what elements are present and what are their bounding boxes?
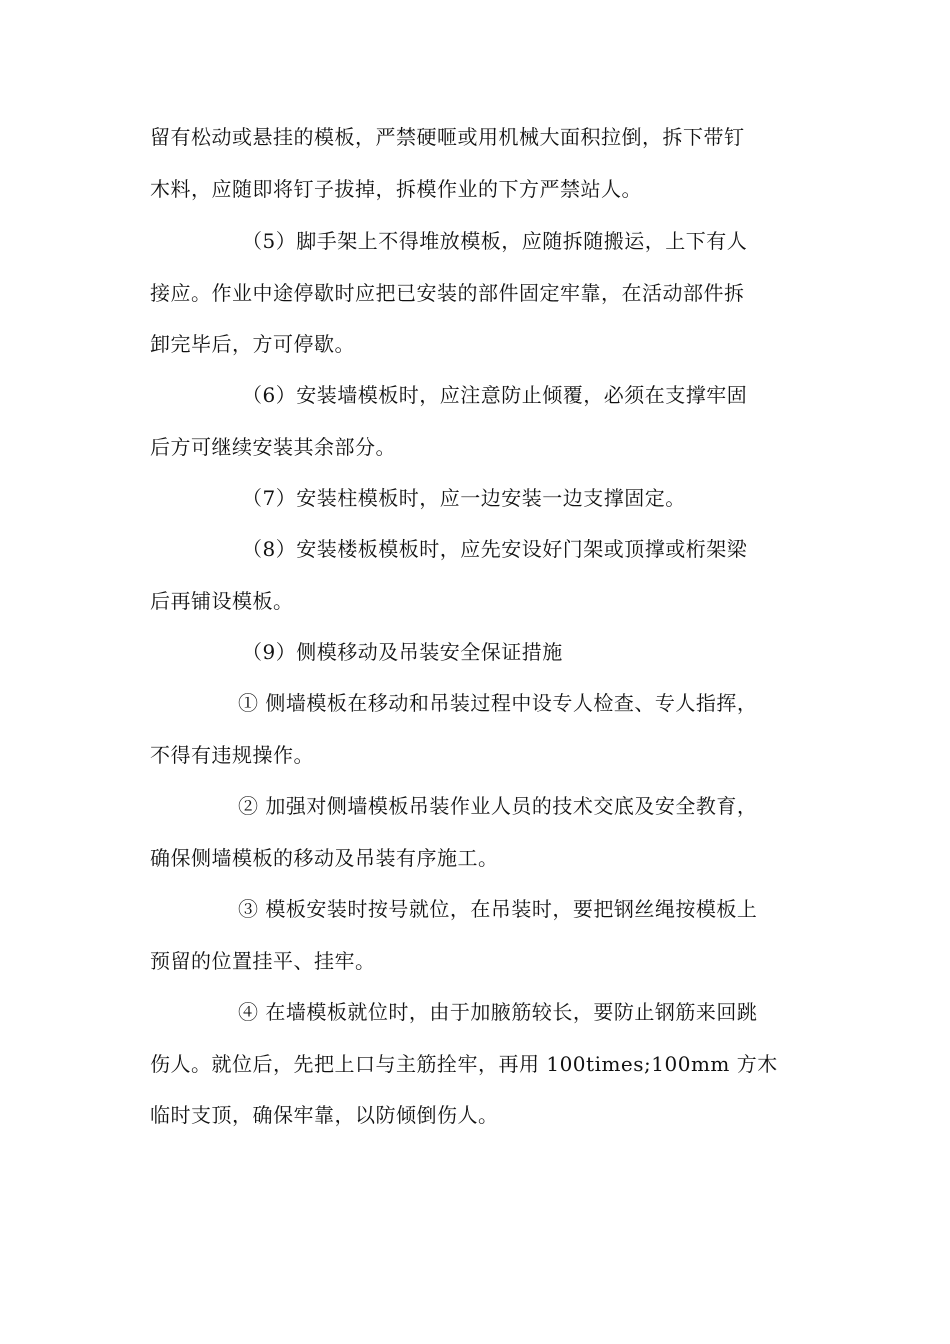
text-line: 卸完毕后，方可停歇。 [150,332,355,356]
text-line: ④ 在墙模板就位时，由于加腋筋较长，要防止钢筋来回跳 [238,1000,758,1024]
text-line: ③ 模板安装时按号就位，在吊装时，要把钢丝绳按模板上 [238,897,758,921]
text-line: （6）安装墙模板时，应注意防止倾覆，必须在支撑牢固 [242,383,748,407]
section-heading: （9）侧模移动及吊装安全保证措施 [242,640,563,664]
text-line: 伤人。就位后，先把上口与主筋拴牢，再用 100times;100mm 方木 [150,1052,778,1076]
text-line: 留有松动或悬挂的模板，严禁硬咂或用机械大面积拉倒，拆下带钉 [150,125,745,149]
text-line: 临时支顶，确保牢靠，以防倾倒伤人。 [150,1103,499,1127]
text-line: 预留的位置挂平、挂牢。 [150,949,376,973]
text-line: 确保侧墙模板的移动及吊装有序施工。 [150,846,499,870]
text-line: 后再铺设模板。 [150,589,294,613]
text-line: （7）安装柱模板时，应一边安装一边支撑固定。 [242,486,686,510]
text-line: 木料，应随即将钉子拔掉，拆模作业的下方严禁站人。 [150,177,642,201]
text-line: （5）脚手架上不得堆放模板，应随拆随搬运，上下有人 [242,229,748,253]
text-line: 不得有违规操作。 [150,743,314,767]
text-line: ① 侧墙模板在移动和吊装过程中设专人检查、专人指挥， [238,691,758,715]
text-line: 后方可继续安装其余部分。 [150,435,396,459]
text-line: 接应。作业中途停歇时应把已安装的部件固定牢靠，在活动部件拆 [150,281,745,305]
text-line: ② 加强对侧墙模板吊装作业人员的技术交底及安全教育， [238,794,758,818]
text-line: （8）安装楼板模板时，应先安设好门架或顶撑或桁架梁 [242,537,748,561]
